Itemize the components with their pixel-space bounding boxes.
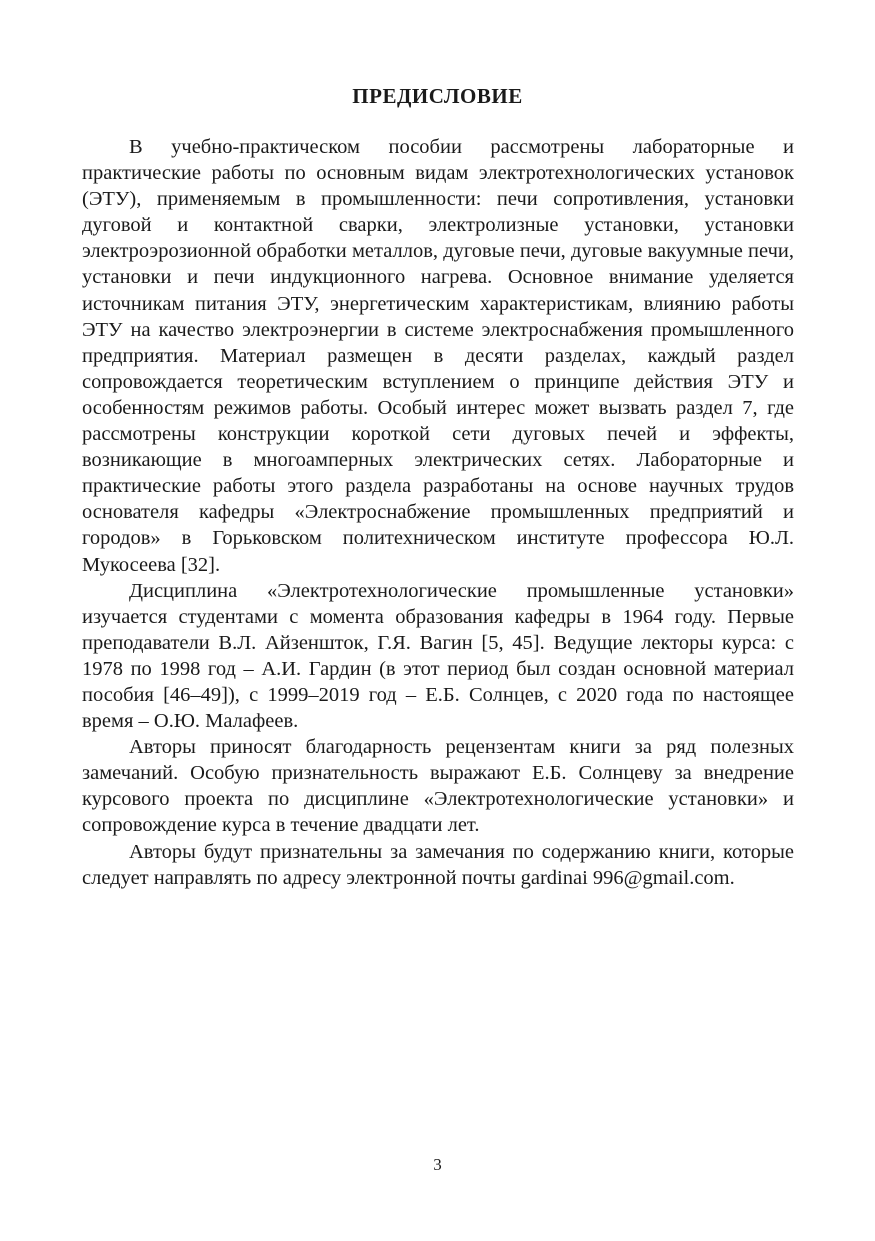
page-number: 3 xyxy=(433,1155,442,1174)
paragraph-contact: Авторы будут признательны за замечания по содержанию книги, которые следует направлять по адресу электронной почты gardinai 996@gmail.com. xyxy=(82,840,794,889)
page-title: ПРЕДИСЛОВИЕ xyxy=(352,84,523,108)
paragraph-acknowledgements: Авторы приносят благодарность рецензентам книги за ряд полезных замечаний. Особую признательность выражают Е.Б. Солнцеву за внедрение курсового проекта по дисциплине «Электротехнологические установки» и сопровождение курса в течение двадцати лет. xyxy=(82,736,794,837)
paragraph-discipline-history: Дисциплина «Электротехнологические промышленные установки» изучается студентами с момента образования кафедры в 1964 году. Первые преподаватели В.Л. Айзеншток, Г.Я. Вагин [5, 45]. Ведущие лекторы курса: с 1978 по 1998 год – А.И. Гардин (в этот период был создан основной материал пособия [46–49]), с 1999–2019 год – Е.Б. Солнцев, с 2020 года по настоящее время – О.Ю. Малафеев. xyxy=(82,579,794,733)
preface-body xyxy=(82,134,794,891)
paragraph-intro: В учебно-практическом пособии рассмотрены лабораторные и практические работы по основным видам электротехнологических установок (ЭТУ), применяемым в промышленности: печи сопротивления, установки дуговой и контактной сварки, электролизные установки, установки электроэрозионной обработки металлов, дуговые печи, дуговые вакуумные печи, установки и печи индукционного нагрева. Основное внимание уделяется источникам питания ЭТУ, энергетическим характеристикам, влиянию работы ЭТУ на качество электроэнергии в системе электроснабжения промышленного предприятия. Материал размещен в десяти разделах, каждый раздел сопровождается теоретическим вступлением о принципе действия ЭТУ и особенностям режимов работы. Особый интерес может вызвать раздел 7, где рассмотрены конструкции короткой сети дуговых печей и эффекты, возникающие в многоамперных электрических сетях. Лабораторные и практические работы этого раздела разработаны на основе научных трудов основателя кафедры «Электроснабжение промышленных предприятий и городов» в Горьковском политехническом институте профессора Ю.Л. Мукосеева [32]. xyxy=(82,136,794,576)
